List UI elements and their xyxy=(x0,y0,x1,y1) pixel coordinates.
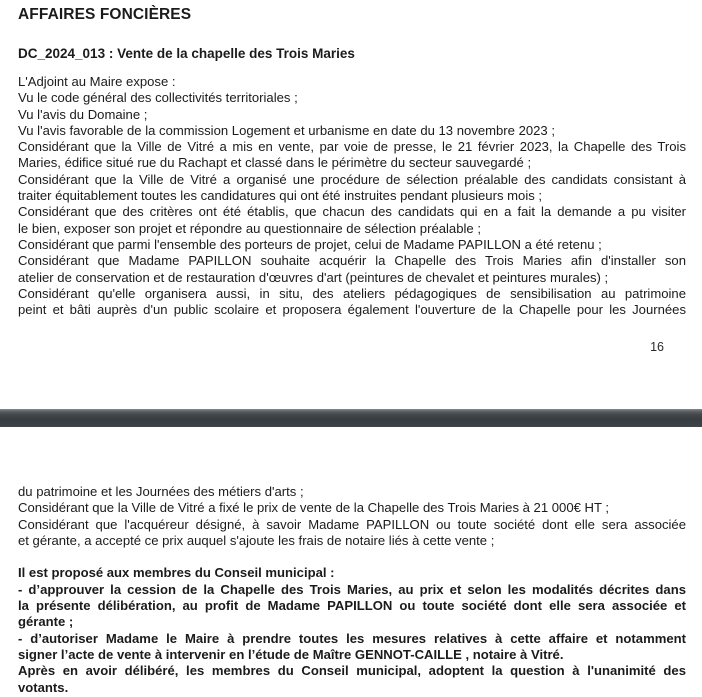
document-line: Il est proposé aux membres du Conseil municipal : xyxy=(18,565,335,581)
document-line: Considérant que l'acquéreur désigné, à savoir Madame PAPILLON ou toute société dont elle sera associée xyxy=(18,516,686,532)
document-line: votants. xyxy=(18,679,69,695)
document-line: Considérant que la Ville de Vitré a mis en vente, par voie de presse, le 21 février 2023, la Chapelle des Trois xyxy=(18,139,686,155)
document-line: Considérant qu'elle organisera aussi, in situ, des ateliers pédagogiques de sensibilisation au patrimoine xyxy=(18,285,686,301)
page-number: 16 xyxy=(650,340,664,354)
document-line: gérante ; xyxy=(18,614,74,630)
document-line: Maries, édifice situé rue du Rachapt et classé dans le périmètre du secteur sauvegardé ; xyxy=(18,155,532,171)
document-line: peint et bâti auprès d'un public scolaire et proposera également l'ouverture de la Chapelle pour les Journées xyxy=(18,302,686,318)
document-line: Vu l'avis du Domaine ; xyxy=(18,106,148,122)
section-heading: AFFAIRES FONCIÈRES xyxy=(18,6,192,23)
document-line: Considérant que la Ville de Vitré a organisé une procédure de sélection préalable des candidats consistant à xyxy=(18,171,686,187)
document-line: - d’autoriser Madame le Maire à prendre toutes les mesures relatives à cette affaire et notamment xyxy=(18,630,686,646)
document-line: Vu l'avis favorable de la commission Logement et urbanisme en date du 13 novembre 2023 ; xyxy=(18,122,555,138)
page-16-body xyxy=(18,74,686,318)
document-line: signer l’acte de vente à intervenir en l’étude de Maître GENNOT-CAILLE , notaire à Vitré. xyxy=(18,646,564,662)
document-line xyxy=(18,549,686,565)
deliberation-title: DC_2024_013 : Vente de la chapelle des Trois Maries xyxy=(18,46,355,61)
document-line: atelier de conservation et de restauration d'œuvres d'art (peintures de chevalet et peintures murales) ; xyxy=(18,269,609,285)
document-line: la présente délibération, au profit de Madame PAPILLON ou toute société dont elle sera associée et xyxy=(18,598,686,614)
document-line: Considérant que parmi l'ensemble des porteurs de projet, celui de Madame PAPILLON a été retenu ; xyxy=(18,236,602,252)
document-line: - d’approuver la cession de la Chapelle des Trois Maries, au prix et selon les modalités décrites dans xyxy=(18,581,686,597)
document-line: le bien, exposer son projet et répondre au questionnaire de sélection préalable ; xyxy=(18,220,481,236)
document-line: et gérante, a accepté ce prix auquel s'ajoute les frais de notaire liés à cette vente ; xyxy=(18,532,495,548)
page-17-body xyxy=(18,484,686,696)
document-page-17 xyxy=(0,427,702,697)
document-line: du patrimoine et les Journées des métiers d'arts ; xyxy=(18,484,304,499)
document-line: Considérant que la Ville de Vitré a fixé le prix de vente de la Chapelle des Trois Maries à 21 000€ HT ; xyxy=(18,500,610,516)
document-line: Vu le code général des collectivités territoriales ; xyxy=(18,90,298,106)
document-line: Après en avoir délibéré, les membres du Conseil municipal, adoptent la question à l'unanimité des xyxy=(18,663,686,679)
document-line: Considérant que des critères ont été établis, que chacun des candidats qui en a fait la demande a pu visiter xyxy=(18,204,686,220)
page-separator xyxy=(0,409,702,427)
document-line: traiter équitablement toutes les candidatures qui ont été instruites pendant plusieurs mois ; xyxy=(18,188,543,204)
document-line: L'Adjoint au Maire expose : xyxy=(18,74,176,89)
document-line: Considérant que Madame PAPILLON souhaite acquérir la Chapelle des Trois Maries afin d'installer son xyxy=(18,253,686,269)
